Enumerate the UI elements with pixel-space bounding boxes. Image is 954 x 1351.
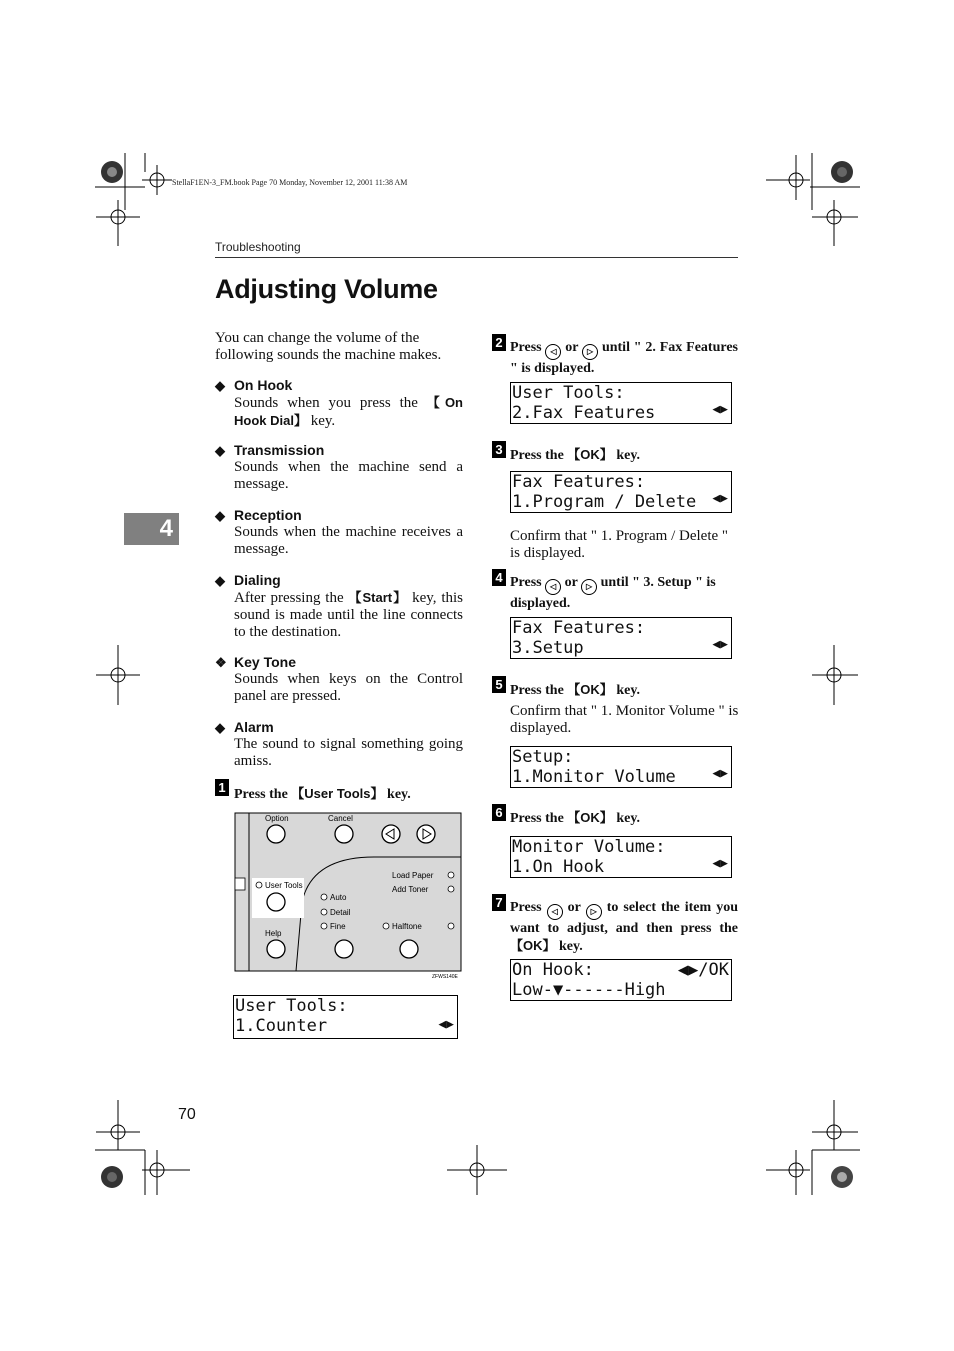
key-name: 【OK】 [567, 447, 613, 462]
bullet-text: After pressing the [234, 590, 349, 606]
lcd-line-2: 1.Monitor Volume [512, 767, 676, 787]
lcd-line-1: Fax Features: [512, 618, 646, 638]
header-rule [215, 257, 738, 258]
lcd-arrows-ok: ◀▶/OK [677, 960, 729, 980]
step-text-end: key. [612, 811, 641, 826]
lcd-line-2: 1.On Hook [512, 857, 605, 877]
step-text: Press the [510, 811, 568, 826]
figure-code: ZFWS140E [432, 974, 458, 980]
step-text-or: or [561, 340, 583, 355]
step-3-text [510, 446, 738, 464]
bullet-text: Sounds when the machine receives a message. [234, 524, 463, 557]
step-number: 4 [492, 569, 506, 586]
lcd-line-1: User Tools: [235, 996, 348, 1016]
lcd-line-1 [512, 960, 731, 980]
lcd-line-2: 1.Program / Delete [512, 492, 697, 512]
diamond-icon: ◆ [215, 573, 225, 588]
diamond-icon: ◆ [215, 720, 225, 735]
panel-fine-label: Fine [330, 922, 346, 931]
bullet-text: Sounds when you press the [234, 395, 427, 411]
left-right-arrows-icon: ◀▶ [712, 766, 728, 781]
lcd-line-1: Monitor Volume: [512, 837, 666, 857]
page-number: 70 [178, 1106, 196, 1123]
step-number: 5 [492, 676, 506, 693]
right-key-icon: ▷ [581, 579, 597, 595]
step-text: Press [510, 340, 546, 355]
step-text-end: key. [612, 448, 641, 463]
bullet-text-end: key, this sound is made until the line connects to the destination. [234, 590, 464, 640]
step-text: Press the [234, 787, 292, 802]
confirm-text-5: Confirm that " 1. Monitor Volume " is displayed. [510, 703, 739, 736]
left-right-arrows-icon: ◀▶ [712, 637, 728, 652]
step-1-text [234, 785, 464, 803]
diamond-icon: ◆ [215, 508, 225, 523]
step-text: Press [510, 575, 546, 590]
bullet-text-end: key. [306, 413, 336, 429]
diamond-icon: ◆ [215, 443, 225, 458]
key-name: 【Start】 [348, 590, 408, 605]
left-right-arrows-icon: ◀▶ [712, 402, 728, 417]
step-6-text [510, 809, 738, 827]
step-number: 7 [492, 894, 506, 911]
lcd-line-2: 2.Fax Features [512, 403, 656, 423]
bullet-head: On Hook [234, 377, 293, 393]
bullet-text: The sound to signal something going amiss. [234, 736, 463, 769]
left-key-icon: ◁ [547, 904, 563, 920]
step-7-text [510, 899, 738, 955]
bullet-text: Sounds when keys on the Control panel are pressed. [234, 671, 463, 704]
left-right-arrows-icon: ◀▶ [712, 856, 728, 871]
bullet-dialing [215, 572, 465, 641]
step-text-end: key. [555, 939, 583, 954]
key-name: 【On Hook Dial】 [234, 395, 463, 428]
step-4-text [510, 574, 738, 612]
chapter-tab: 4 [124, 513, 179, 545]
key-name: 【User Tools】 [291, 786, 384, 801]
bullet-head: Reception [234, 507, 302, 523]
lcd-display-6 [510, 836, 732, 878]
step-number: 2 [492, 334, 506, 351]
section-header: Troubleshooting [215, 240, 301, 254]
key-name: 【OK】 [567, 682, 613, 697]
step-number: 3 [492, 441, 506, 458]
confirm-text-3: Confirm that " 1. Program / Delete " is displayed. [510, 528, 729, 561]
panel-help-label: Help [265, 929, 282, 938]
step-5-text [510, 681, 738, 699]
step-text-or: or [561, 575, 582, 590]
bullet-head: Key Tone [234, 654, 296, 670]
panel-auto-label: Auto [330, 893, 347, 902]
left-right-arrows-icon: ◀▶ [438, 1017, 454, 1032]
left-key-icon: ◁ [545, 344, 561, 360]
diamond-icon: ◆ [215, 378, 225, 393]
lcd-line-1: User Tools: [512, 383, 625, 403]
panel-cancel-label: Cancel [328, 814, 353, 823]
lcd-display-7 [510, 959, 732, 1001]
lcd-display-1 [233, 995, 458, 1039]
lcd-line-1: Setup: [512, 747, 574, 767]
panel-user-tools-label: User Tools [265, 881, 303, 890]
lcd-line-2: 3.Setup [512, 638, 584, 658]
bullet-reception [215, 507, 465, 558]
step-text-or: or [562, 900, 586, 915]
lcd-line-1: Fax Features: [512, 472, 646, 492]
step-number: 1 [215, 779, 229, 796]
bullet-head: Transmission [234, 442, 325, 458]
panel-halftone-label: Halftone [392, 922, 422, 931]
step-text: Press [510, 900, 547, 915]
book-info-line: StellaF1EN-3_FM.book Page 70 Monday, November 12, 2001 11:38 AM [172, 178, 408, 187]
control-panel-illustration [234, 812, 462, 982]
page-title: Adjusting Volume [215, 274, 438, 304]
lcd-display-3 [510, 471, 732, 513]
bullet-head: Dialing [234, 572, 281, 588]
bullet-on-hook [215, 377, 465, 430]
lcd-line-2: 1.Counter [235, 1016, 328, 1036]
step-text: Press the [510, 448, 568, 463]
step-text: Press the [510, 683, 568, 698]
lcd-display-2 [510, 382, 732, 424]
lcd-display-4 [510, 617, 732, 659]
step-number: 6 [492, 804, 506, 821]
left-key-icon: ◁ [545, 579, 561, 595]
right-key-icon: ▷ [586, 904, 602, 920]
bullet-text: Sounds when the machine send a message. [234, 459, 463, 492]
intro-text: You can change the volume of the following sounds the machine makes. [215, 330, 442, 363]
step-2-text [510, 339, 738, 377]
panel-add-toner-label: Add Toner [392, 885, 429, 894]
bullet-transmission [215, 442, 465, 493]
bullet-alarm [215, 719, 465, 770]
panel-detail-label: Detail [330, 908, 351, 917]
four-diamond-icon: ❖ [215, 655, 227, 670]
step-text-mid: to select the item you want to adjust, and then press the [510, 900, 738, 936]
bullet-head: Alarm [234, 719, 274, 735]
bullet-key-tone [215, 654, 465, 705]
key-name: 【OK】 [510, 938, 556, 953]
step-text-end: until " 2. Fax Features " is displayed. [510, 340, 738, 376]
step-text-end: until " 3. Setup " is displayed. [510, 575, 716, 611]
key-name: 【OK】 [567, 810, 613, 825]
right-key-icon: ▷ [582, 344, 598, 360]
step-text-end: key. [383, 787, 411, 802]
left-right-arrows-icon: ◀▶ [712, 491, 728, 506]
lcd-line-1-text: On Hook: [512, 960, 594, 980]
panel-load-paper-label: Load Paper [392, 871, 434, 880]
lcd-line-2: Low-▼------High [512, 980, 666, 1000]
panel-option-label: Option [265, 814, 289, 823]
lcd-display-5 [510, 746, 732, 788]
step-text-end: key. [612, 683, 641, 698]
